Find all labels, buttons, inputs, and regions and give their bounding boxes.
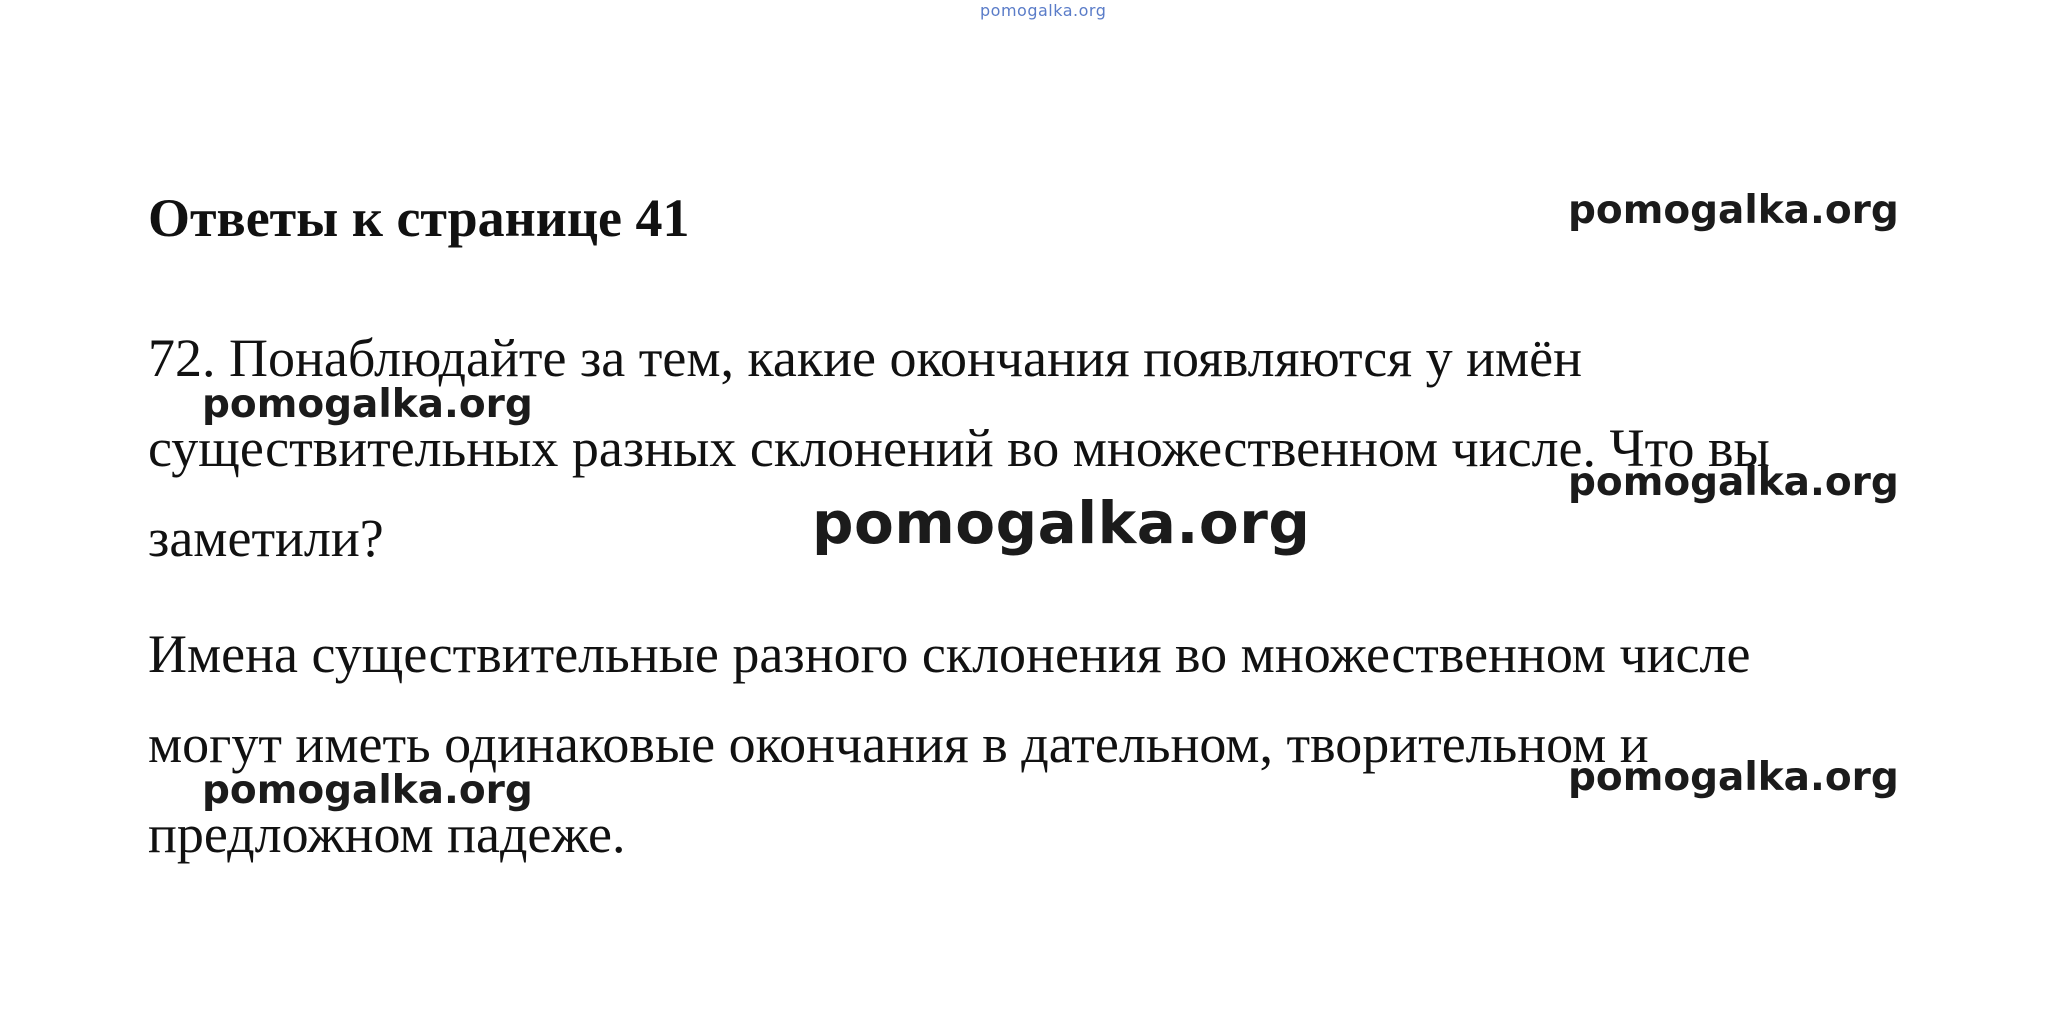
watermark-text: pomogalka.org [1568,188,1899,233]
watermark-text-large: pomogalka.org [812,489,1311,557]
page-title: Ответы к странице 41 [148,188,690,248]
answer-line-3: предложном падеже. [148,804,626,864]
question-line-2: существительных разных склонений во множественном числе. Что вы [148,418,1770,478]
watermark-text: pomogalka.org [202,768,533,813]
answer-line-1: Имена существительные разного склонения во множественном числе [148,624,1751,684]
watermark-text: pomogalka.org [1568,460,1899,505]
watermark-text: pomogalka.org [1568,755,1899,800]
watermark-text: pomogalka.org [202,382,533,427]
question-line-1: 72. Понаблюдайте за тем, какие окончания появляются у имён [148,328,1583,388]
header-site-link[interactable]: pomogalka.org [980,1,1107,20]
question-line-3: заметили? [148,508,384,568]
answer-line-2: могут иметь одинаковые окончания в дательном, творительном и [148,714,1649,774]
